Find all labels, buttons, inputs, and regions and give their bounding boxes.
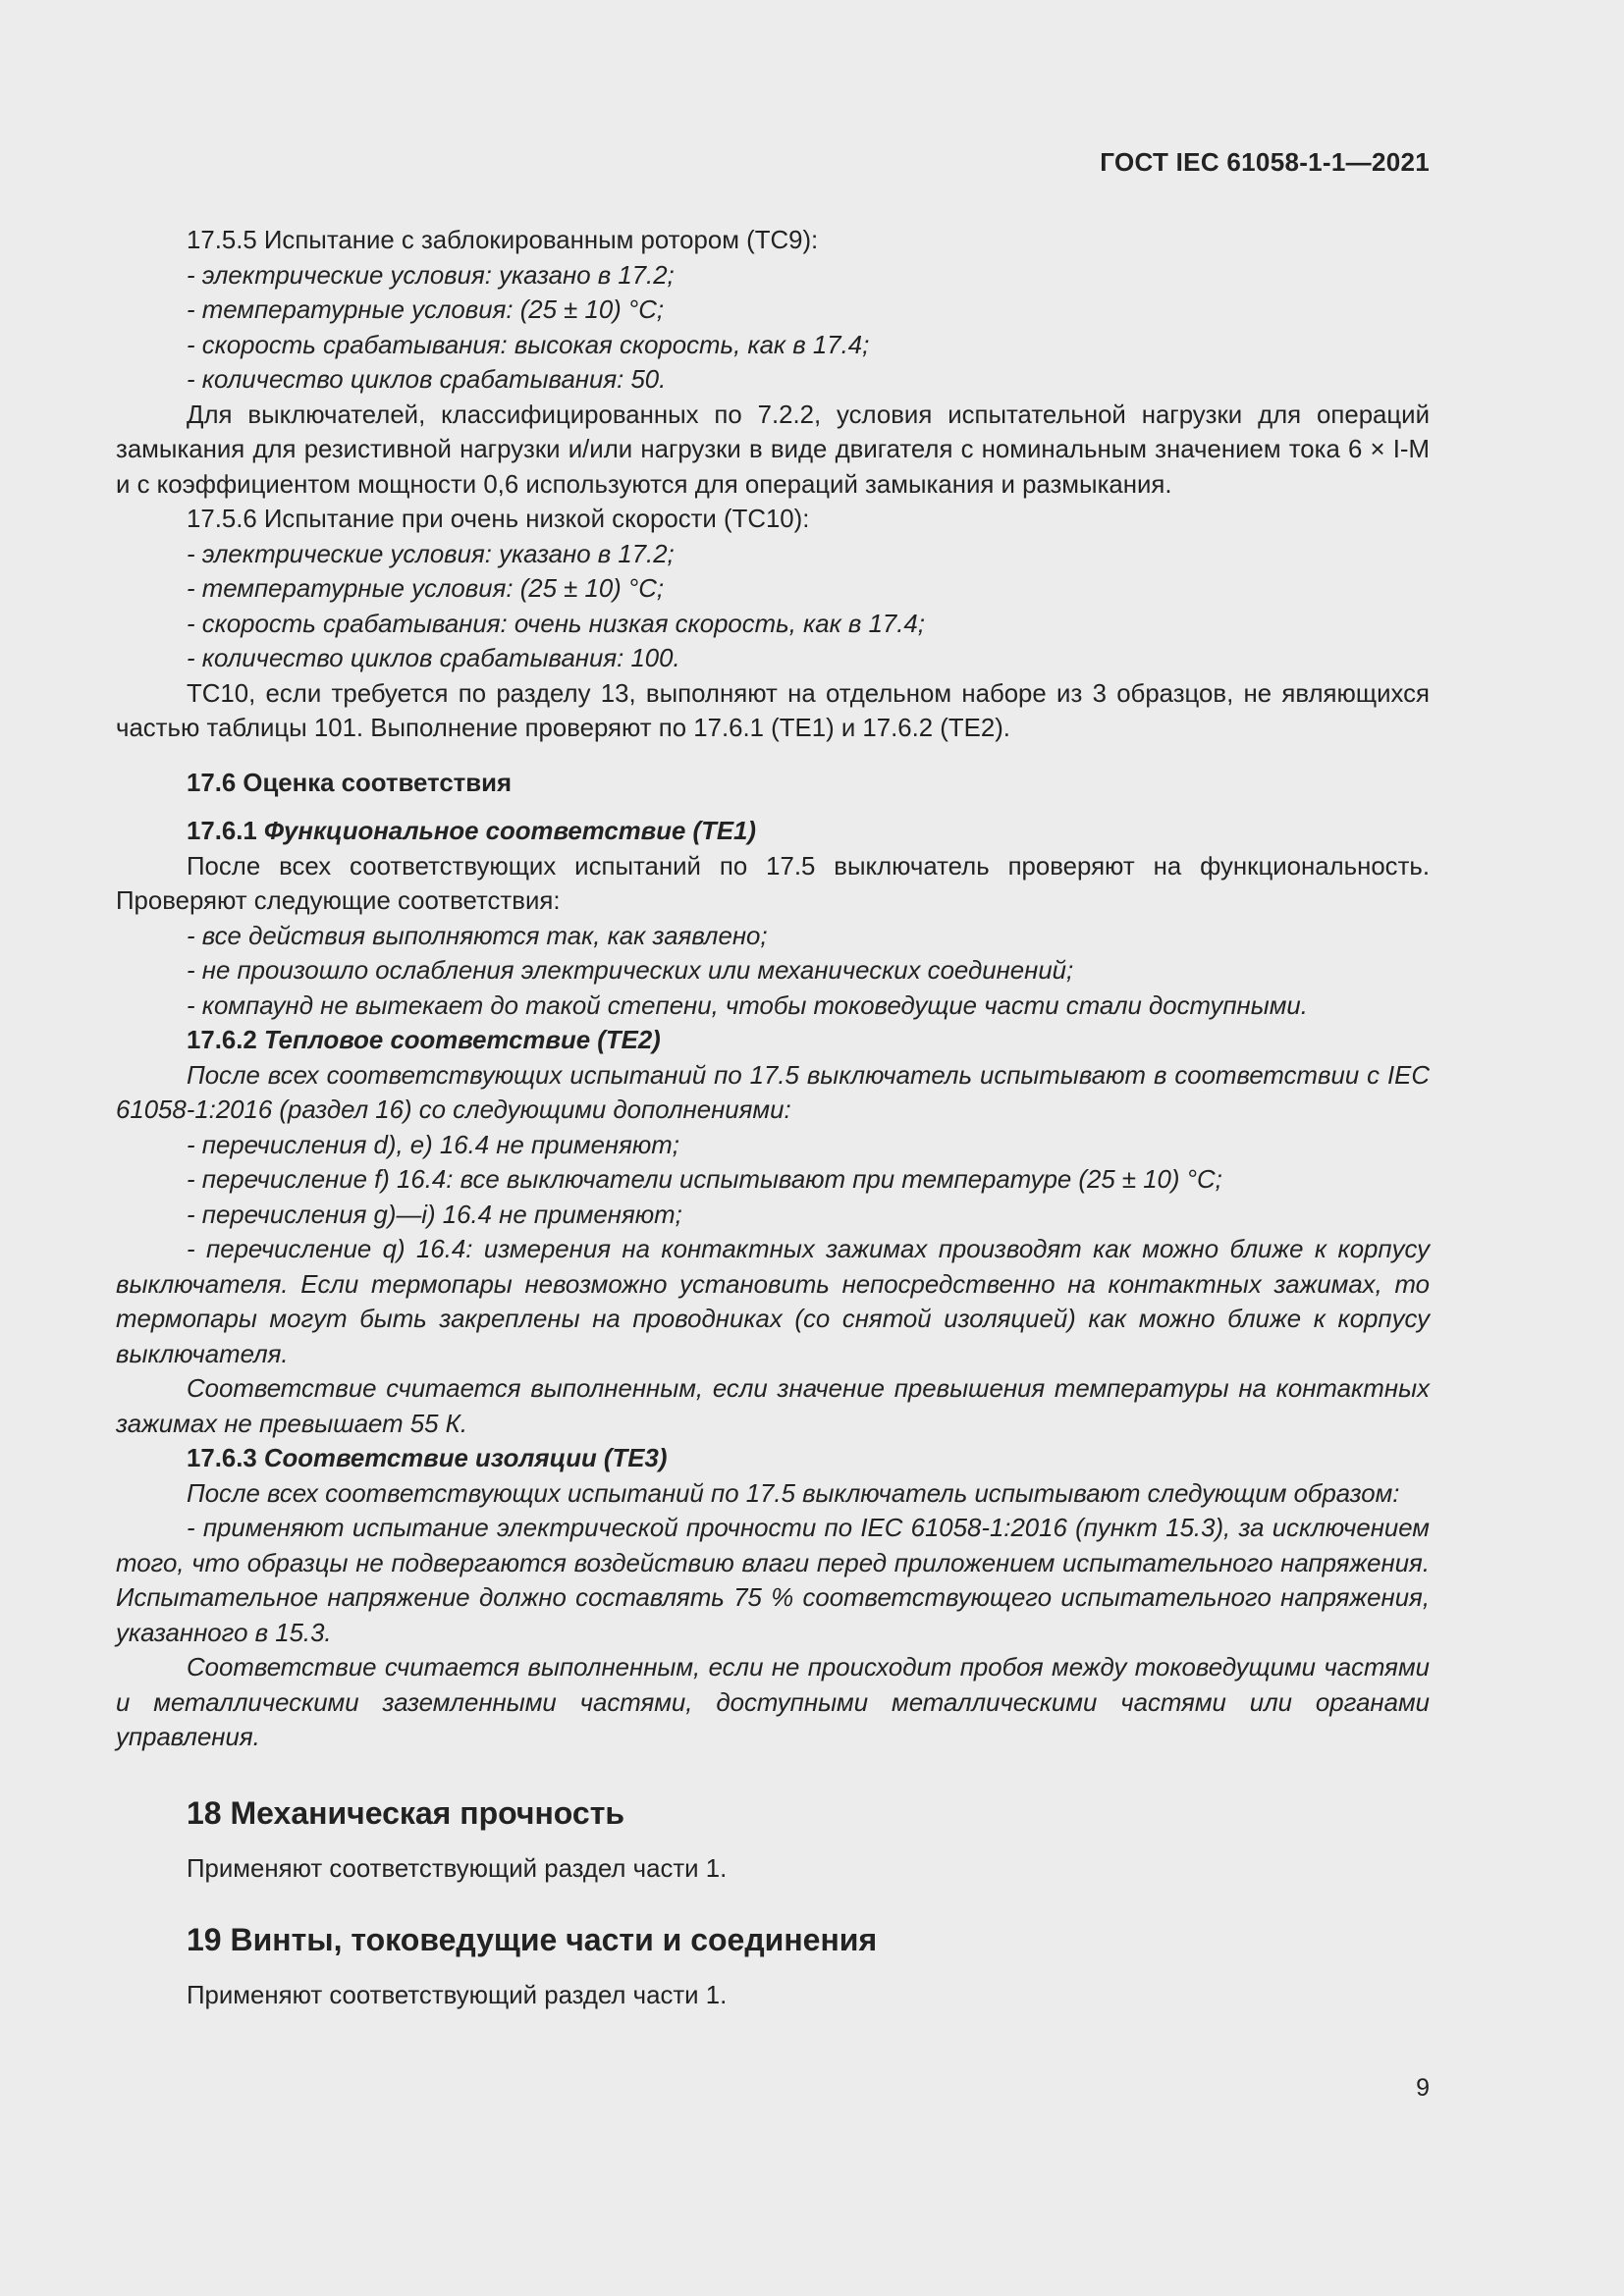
list-item: - перечисления g)—i) 16.4 не применяют; <box>187 1201 682 1229</box>
list-item: - температурные условия: (25 ± 10) °С; <box>187 296 665 324</box>
section-18-heading: 18 Механическая прочность <box>187 1794 625 1831</box>
clause-17-5-5-title: 17.5.5 Испытание с заблокированным ротором (ТС9): <box>187 227 819 254</box>
clause-number: 17.6.2 <box>187 1027 264 1054</box>
clause-17-6-2-intro: После всех соответствующих испытаний по 17.5 выключатель испытывают в соответствии с IEC 61058-1:2016 (раздел 16) со следующими дополнениями: <box>116 1061 1430 1124</box>
clause-17-6-1-heading <box>116 815 1430 850</box>
clause-17-6-2-conclusion: Соответствие считается выполненным, если значение превышения температуры на контактных зажимах не превышает 55 К. <box>116 1375 1430 1438</box>
clause-title: Соответствие изоляции (ТЕ3) <box>263 1445 668 1472</box>
section-17-6-heading: 17.6 Оценка соответствия <box>187 769 513 797</box>
clause-number: 17.6.3 <box>187 1445 264 1472</box>
list-item: - скорость срабатывания: высокая скорость, как в 17.4; <box>187 331 870 359</box>
list-item: - перечисления d), e) 16.4 не применяют; <box>187 1131 679 1159</box>
standard-header: ГОСТ IEC 61058-1-1—2021 <box>1100 147 1430 177</box>
page-content <box>116 224 1430 2014</box>
list-item: - скорость срабатывания: очень низкая скорость, как в 17.4; <box>187 610 925 638</box>
list-item: - компаунд не вытекает до такой степени, чтобы токоведущие части стали доступными. <box>187 991 1308 1020</box>
clause-17-6-3-conclusion: Соответствие считается выполненным, если не происходит пробоя между токоведущими частями и металлическими заземленными частями, доступными металлическими частями или органами управления. <box>116 1654 1430 1751</box>
section-19-text: Применяют соответствующий раздел части 1. <box>187 1982 728 2009</box>
clause-17-5-5-note: Для выключателей, классифицированных по 7.2.2, условия испытательной нагрузки для операций замыкания для резистивной нагрузки и/или нагрузки в виде двигателя с номинальным значением тока 6 × I-M и с коэффициентом мощности 0,6 используются для операций замыкания и размыкания. <box>116 400 1430 499</box>
list-item: - электрические условия: указано в 17.2; <box>187 540 675 568</box>
section-19-heading: 19 Винты, токоведущие части и соединения <box>187 1922 878 1957</box>
list-item: - температурные условия: (25 ± 10) °С; <box>187 575 665 603</box>
clause-17-5-6-title: 17.5.6 Испытание при очень низкой скорости (ТС10): <box>187 506 810 533</box>
clause-17-6-1-intro: После всех соответствующих испытаний по 17.5 выключатель проверяют на функциональность. Проверяют следующие соответствия: <box>116 852 1430 915</box>
section-18-text: Применяют соответствующий раздел части 1. <box>187 1854 728 1883</box>
clause-title: Функциональное соответствие (ТЕ1) <box>263 818 756 845</box>
list-item: - количество циклов срабатывания: 50. <box>187 366 667 394</box>
clause-17-6-2-heading <box>116 1024 1430 1059</box>
list-item-long: - применяют испытание электрической прочности по IEC 61058-1:2016 (пункт 15.3), за исключением того, что образцы не подвергаются воздействию влаги перед приложением испытательного напряжения. Испытательное напряжение должно составлять 75 % соответствующего испытательного напряжения, указанного в 15.3. <box>116 1515 1430 1647</box>
clause-title: Тепловое соответствие (ТЕ2) <box>263 1027 661 1054</box>
clause-17-6-3-intro: После всех соответствующих испытаний по 17.5 выключатель испытывают следующим образом: <box>187 1479 1400 1508</box>
list-item: - электрические условия: указано в 17.2; <box>187 261 675 290</box>
list-item: - количество циклов срабатывания: 100. <box>187 645 680 672</box>
page-number: 9 <box>1416 2074 1430 2102</box>
clause-17-6-3-heading <box>116 1442 1430 1477</box>
clause-number: 17.6.1 <box>187 818 264 845</box>
list-item: - перечисление f) 16.4: все выключатели испытывают при температуре (25 ± 10) °С; <box>187 1166 1222 1194</box>
list-item: - не произошло ослабления электрических или механических соединений; <box>187 957 1074 985</box>
list-item-long: - перечисление q) 16.4: измерения на контактных зажимах производят как можно ближе к корпусу выключателя. Если термопары невозможно установить непосредственно на контактных зажимах, то термопары могут быть закреплены на проводниках (со снятой изоляцией) как можно ближе к корпусу выключателя. <box>116 1236 1430 1368</box>
list-item: - все действия выполняются так, как заявлено; <box>187 922 768 950</box>
clause-17-5-6-note: ТС10, если требуется по разделу 13, выполняют на отдельном наборе из 3 образцов, не являющихся частью таблицы 101. Выполнение проверяют по 17.6.1 (ТЕ1) и 17.6.2 (ТЕ2). <box>116 679 1430 742</box>
